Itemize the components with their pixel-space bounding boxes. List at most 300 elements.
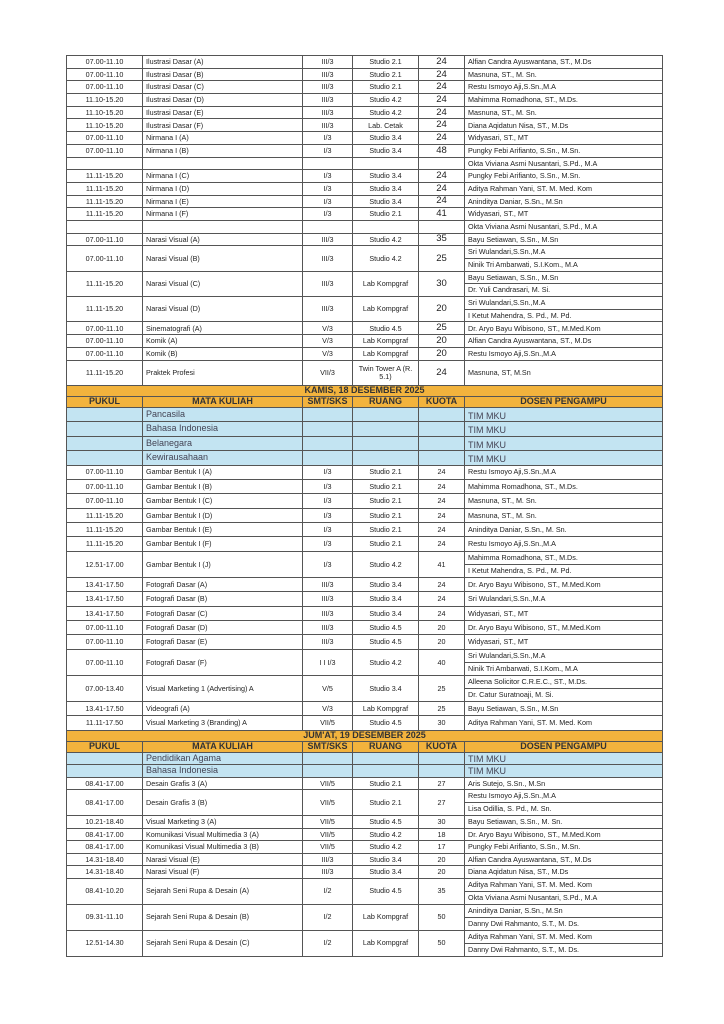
lecturer-cell: TIM MKU — [465, 451, 663, 466]
course-cell: Gambar Bentuk I (E) — [143, 523, 303, 537]
course-cell: Ilustrasi Dasar (D) — [143, 94, 303, 107]
room-cell: Studio 3.4 — [353, 195, 419, 208]
room-cell — [353, 220, 419, 233]
course-cell: Narasi Visual (F) — [143, 866, 303, 879]
room-cell: Studio 3.4 — [353, 170, 419, 183]
lecturer-cell: Okta Viviana Asmi Nusantari, S.Pd., M.A — [465, 157, 663, 170]
table-row — [67, 195, 663, 208]
room-cell: Studio 2.1 — [353, 208, 419, 221]
semester-sks-cell: III/3 — [303, 81, 353, 94]
column-header: DOSEN PENGAMPU — [465, 396, 663, 407]
lecturer-cell: Bayu Setiawan, S.Sn., M.Sn — [465, 233, 663, 246]
time-cell: 08.41-17.00 — [67, 841, 143, 854]
quota-cell: 50 — [419, 904, 465, 930]
room-cell: Studio 3.4 — [353, 606, 419, 620]
room-cell: Studio 2.1 — [353, 479, 419, 493]
table-row — [67, 119, 663, 132]
table-row — [67, 716, 663, 730]
course-cell: Narasi Visual (E) — [143, 853, 303, 866]
schedule-section-top — [67, 56, 663, 386]
lecturer-cell: Aditya Rahman Yani, ST. M. Med. Kom — [465, 878, 663, 891]
semester-sks-cell — [303, 157, 353, 170]
room-cell: Studio 4.5 — [353, 816, 419, 829]
lecturer-cell: Danny Dwi Rahmanto, S.T., M. Ds. — [465, 917, 663, 930]
semester-sks-cell: III/3 — [303, 297, 353, 322]
table-row — [67, 68, 663, 81]
time-cell: 11.10-15.20 — [67, 94, 143, 107]
table-row — [67, 537, 663, 551]
room-cell: Studio 2.1 — [353, 523, 419, 537]
quota-cell: 27 — [419, 777, 465, 790]
mku-row — [67, 752, 663, 765]
column-header: KUOTA — [419, 396, 465, 407]
course-cell: Bahasa Indonesia — [143, 765, 303, 778]
time-cell: 11.11-15.20 — [67, 195, 143, 208]
table-row — [67, 592, 663, 606]
room-cell: Studio 4.2 — [353, 828, 419, 841]
lecturer-cell: Lisa Odillia, S. Pd., M. Sn. — [465, 803, 663, 816]
mku-row — [67, 407, 663, 422]
room-cell: Studio 3.4 — [353, 592, 419, 606]
semester-sks-cell: III/3 — [303, 606, 353, 620]
column-header: RUANG — [353, 396, 419, 407]
quota-cell: 25 — [419, 246, 465, 271]
semester-sks-cell: III/3 — [303, 94, 353, 107]
room-cell: Twin Tower A (R. 5.1) — [353, 360, 419, 385]
quota-cell: 24 — [419, 592, 465, 606]
table-row — [67, 271, 663, 284]
table-row — [67, 94, 663, 107]
room-cell: Studio 3.4 — [353, 132, 419, 145]
time-cell — [67, 436, 143, 451]
quota-cell: 20 — [419, 635, 465, 649]
quota-cell: 24 — [419, 479, 465, 493]
room-cell: Studio 4.2 — [353, 841, 419, 854]
time-cell: 07.00-11.10 — [67, 494, 143, 508]
lecturer-cell: Bayu Setiawan, S.Sn., M.Sn — [465, 271, 663, 284]
quota-cell: 24 — [419, 360, 465, 385]
room-cell: Studio 3.4 — [353, 144, 419, 157]
day-header — [67, 385, 663, 396]
lecturer-cell: TIM MKU — [465, 436, 663, 451]
quota-cell: 24 — [419, 68, 465, 81]
lecturer-cell: Restu Ismoyo Aji,S.Sn.,M.A — [465, 465, 663, 479]
semester-sks-cell: I I I/3 — [303, 649, 353, 675]
quota-cell: 24 — [419, 182, 465, 195]
time-cell: 07.00-11.10 — [67, 56, 143, 69]
course-cell: Komunikasi Visual Multimedia 3 (B) — [143, 841, 303, 854]
mku-row — [67, 422, 663, 437]
course-cell: Nirmana I (E) — [143, 195, 303, 208]
lecturer-cell: Masnuna, ST., M. Sn. — [465, 68, 663, 81]
table-row — [67, 182, 663, 195]
time-cell: 11.11-15.20 — [67, 170, 143, 183]
lecturer-cell: Dr. Aryo Bayu Wibisono, ST., M.Med.Kom — [465, 828, 663, 841]
room-cell: Lab Kompgraf — [353, 335, 419, 348]
time-cell — [67, 422, 143, 437]
lecturer-cell: Dr. Aryo Bayu Wibisono, ST., M.Med.Kom — [465, 322, 663, 335]
lecturer-cell: Widyasari, ST., MT — [465, 132, 663, 145]
table-row — [67, 828, 663, 841]
quota-cell: 20 — [419, 621, 465, 635]
lecturer-cell: I Ketut Mahendra, S. Pd., M. Pd. — [465, 564, 663, 577]
day-header — [67, 730, 663, 741]
table-row — [67, 816, 663, 829]
course-cell: Ilustrasi Dasar (F) — [143, 119, 303, 132]
room-cell: Studio 4.2 — [353, 233, 419, 246]
lecturer-cell: Masnuna, ST, M.Sn — [465, 360, 663, 385]
quota-cell: 24 — [419, 132, 465, 145]
semester-sks-cell: III/3 — [303, 853, 353, 866]
course-cell: Videografi (A) — [143, 701, 303, 715]
quota-cell: 40 — [419, 649, 465, 675]
quota-cell: 30 — [419, 816, 465, 829]
course-cell: Pendidikan Agama — [143, 752, 303, 765]
lecturer-cell: Bayu Setiawan, S.Sn., M. Sn. — [465, 816, 663, 829]
course-cell: Pancasila — [143, 407, 303, 422]
semester-sks-cell: III/3 — [303, 577, 353, 591]
table-row — [67, 878, 663, 891]
table-row — [67, 701, 663, 715]
lecturer-cell: Restu Ismoyo Aji,S.Sn.,M.A — [465, 347, 663, 360]
time-cell: 13.41-17.50 — [67, 592, 143, 606]
lecturer-cell: Aninditya Daniar, S.Sn., M. Sn. — [465, 523, 663, 537]
table-row — [67, 208, 663, 221]
time-cell — [67, 220, 143, 233]
table-row — [67, 841, 663, 854]
lecturer-cell: Restu Ismoyo Aji,S.Sn.,M.A — [465, 537, 663, 551]
room-cell — [353, 407, 419, 422]
room-cell: Studio 2.1 — [353, 790, 419, 816]
lecturer-cell: Widyasari, ST., MT — [465, 208, 663, 221]
table-row — [67, 465, 663, 479]
semester-sks-cell — [303, 220, 353, 233]
table-row — [67, 904, 663, 917]
quota-cell: 24 — [419, 94, 465, 107]
table-row — [67, 777, 663, 790]
course-cell: Kewirausahaan — [143, 451, 303, 466]
schedule-table — [66, 55, 663, 957]
semester-sks-cell: V/5 — [303, 675, 353, 701]
course-cell: Fotografi Dasar (A) — [143, 577, 303, 591]
room-cell: Studio 4.5 — [353, 621, 419, 635]
course-cell: Desain Grafis 3 (B) — [143, 790, 303, 816]
time-cell: 09.31-11.10 — [67, 904, 143, 930]
room-cell: Lab Kompgraf — [353, 297, 419, 322]
quota-cell: 20 — [419, 866, 465, 879]
lecturer-cell: TIM MKU — [465, 422, 663, 437]
quota-cell: 20 — [419, 335, 465, 348]
course-cell: Gambar Bentuk I (A) — [143, 465, 303, 479]
semester-sks-cell: III/3 — [303, 621, 353, 635]
lecturer-cell: Restu Ismoyo Aji,S.Sn.,M.A — [465, 81, 663, 94]
room-cell: Studio 3.4 — [353, 675, 419, 701]
table-row — [67, 930, 663, 943]
table-row — [67, 132, 663, 145]
quota-cell: 20 — [419, 853, 465, 866]
time-cell: 14.31-18.40 — [67, 866, 143, 879]
time-cell: 07.00-13.40 — [67, 675, 143, 701]
quota-cell: 24 — [419, 494, 465, 508]
course-cell: Sejarah Seni Rupa & Desain (B) — [143, 904, 303, 930]
lecturer-cell: Dr. Aryo Bayu Wibisono, ST., M.Med.Kom — [465, 621, 663, 635]
table-row — [67, 551, 663, 564]
table-row — [67, 790, 663, 803]
time-cell: 11.11-15.20 — [67, 208, 143, 221]
room-cell: Lab Kompgraf — [353, 347, 419, 360]
semester-sks-cell: I/3 — [303, 132, 353, 145]
course-cell: Gambar Bentuk I (B) — [143, 479, 303, 493]
semester-sks-cell: I/3 — [303, 465, 353, 479]
quota-cell: 30 — [419, 271, 465, 296]
table-row — [67, 157, 663, 170]
column-header: KUOTA — [419, 741, 465, 752]
time-cell: 07.00-11.10 — [67, 347, 143, 360]
course-cell: Gambar Bentuk I (C) — [143, 494, 303, 508]
table-row — [67, 144, 663, 157]
table-row — [67, 606, 663, 620]
course-cell: Nirmana I (C) — [143, 170, 303, 183]
lecturer-cell: Pungky Febi Arifianto, S.Sn., M.Sn. — [465, 841, 663, 854]
room-cell: Studio 4.5 — [353, 635, 419, 649]
table-row — [67, 347, 663, 360]
time-cell: 07.00-11.10 — [67, 635, 143, 649]
quota-cell: 27 — [419, 790, 465, 816]
table-row — [67, 866, 663, 879]
course-cell: Gambar Bentuk I (J) — [143, 551, 303, 577]
table-row — [67, 853, 663, 866]
time-cell — [67, 752, 143, 765]
lecturer-cell: Masnuna, ST., M. Sn. — [465, 494, 663, 508]
time-cell — [67, 451, 143, 466]
course-cell: Sejarah Seni Rupa & Desain (A) — [143, 878, 303, 904]
room-cell — [353, 752, 419, 765]
course-cell: Fotografi Dasar (B) — [143, 592, 303, 606]
lecturer-cell: TIM MKU — [465, 752, 663, 765]
table-row — [67, 675, 663, 688]
table-row — [67, 360, 663, 385]
course-cell: Komik (B) — [143, 347, 303, 360]
semester-sks-cell — [303, 752, 353, 765]
quota-cell: 50 — [419, 930, 465, 956]
semester-sks-cell: III/3 — [303, 592, 353, 606]
room-cell: Studio 2.1 — [353, 537, 419, 551]
time-cell: 07.00-11.10 — [67, 335, 143, 348]
semester-sks-cell — [303, 765, 353, 778]
course-cell: Komik (A) — [143, 335, 303, 348]
quota-cell — [419, 157, 465, 170]
lecturer-cell: Diana Aqidatun Nisa, ST., M.Ds — [465, 119, 663, 132]
table-row — [67, 56, 663, 69]
lecturer-cell: Widyasari, ST., MT — [465, 635, 663, 649]
lecturer-cell: Aditya Rahman Yani, ST. M. Med. Kom — [465, 182, 663, 195]
course-cell: Sejarah Seni Rupa & Desain (C) — [143, 930, 303, 956]
course-cell: Fotografi Dasar (D) — [143, 621, 303, 635]
semester-sks-cell: VII/5 — [303, 716, 353, 730]
table-row — [67, 635, 663, 649]
room-cell: Studio 2.1 — [353, 68, 419, 81]
room-cell: Lab Kompgraf — [353, 271, 419, 296]
lecturer-cell: Pungky Febi Arifianto, S.Sn., M.Sn. — [465, 144, 663, 157]
quota-cell: 35 — [419, 233, 465, 246]
time-cell: 12.51-14.30 — [67, 930, 143, 956]
lecturer-cell: Pungky Febi Arifianto, S.Sn., M.Sn. — [465, 170, 663, 183]
lecturer-cell: Aditya Rahman Yani, ST. M. Med. Kom — [465, 716, 663, 730]
table-row — [67, 246, 663, 259]
time-cell: 12.51-17.00 — [67, 551, 143, 577]
lecturer-cell: Restu Ismoyo Aji,S.Sn.,M.A — [465, 790, 663, 803]
course-cell: Visual Marketing 3 (A) — [143, 816, 303, 829]
quota-cell — [419, 220, 465, 233]
room-cell: Studio 3.4 — [353, 866, 419, 879]
semester-sks-cell: I/3 — [303, 479, 353, 493]
quota-cell: 48 — [419, 144, 465, 157]
quota-cell: 24 — [419, 195, 465, 208]
course-cell: Belanegara — [143, 436, 303, 451]
semester-sks-cell: V/3 — [303, 347, 353, 360]
room-cell — [353, 765, 419, 778]
semester-sks-cell — [303, 407, 353, 422]
schedule-sheet — [66, 55, 662, 957]
lecturer-cell: Aris Sutejo, S.Sn., M.Sn — [465, 777, 663, 790]
semester-sks-cell: III/3 — [303, 119, 353, 132]
semester-sks-cell: III/3 — [303, 246, 353, 271]
time-cell: 11.11-15.20 — [67, 297, 143, 322]
time-cell: 13.41-17.50 — [67, 701, 143, 715]
room-cell: Lab Kompgraf — [353, 904, 419, 930]
course-cell: Visual Marketing 1 (Advertising) A — [143, 675, 303, 701]
table-row — [67, 106, 663, 119]
semester-sks-cell: I/3 — [303, 494, 353, 508]
column-header: DOSEN PENGAMPU — [465, 741, 663, 752]
table-row — [67, 523, 663, 537]
time-cell: 08.41-10.20 — [67, 878, 143, 904]
course-cell: Nirmana I (D) — [143, 182, 303, 195]
quota-cell — [419, 436, 465, 451]
semester-sks-cell: VII/5 — [303, 816, 353, 829]
lecturer-cell: Dr. Yuli Candrasari, M. Si. — [465, 284, 663, 297]
course-cell — [143, 157, 303, 170]
course-cell: Sinematografi (A) — [143, 322, 303, 335]
mku-row — [67, 436, 663, 451]
course-cell: Praktek Profesi — [143, 360, 303, 385]
semester-sks-cell: I/2 — [303, 930, 353, 956]
time-cell: 14.31-18.40 — [67, 853, 143, 866]
lecturer-cell: TIM MKU — [465, 407, 663, 422]
semester-sks-cell: I/3 — [303, 508, 353, 522]
semester-sks-cell — [303, 436, 353, 451]
course-cell: Narasi Visual (D) — [143, 297, 303, 322]
quota-cell: 17 — [419, 841, 465, 854]
lecturer-cell: Okta Viviana Asmi Nusantari, S.Pd., M.A — [465, 891, 663, 904]
time-cell: 07.00-11.10 — [67, 233, 143, 246]
room-cell: Studio 2.1 — [353, 465, 419, 479]
time-cell — [67, 765, 143, 778]
lecturer-cell: Masnuna, ST., M. Sn. — [465, 106, 663, 119]
semester-sks-cell: I/3 — [303, 208, 353, 221]
quota-cell: 24 — [419, 170, 465, 183]
room-cell: Studio 2.1 — [353, 508, 419, 522]
semester-sks-cell: VII/3 — [303, 360, 353, 385]
room-cell — [353, 422, 419, 437]
time-cell: 11.10-15.20 — [67, 106, 143, 119]
time-cell: 11.11-15.20 — [67, 508, 143, 522]
day-title: KAMIS, 18 DESEMBER 2025 — [67, 385, 663, 396]
room-cell: Studio 2.1 — [353, 81, 419, 94]
lecturer-cell: Okta Viviana Asmi Nusantari, S.Pd., M.A — [465, 220, 663, 233]
quota-cell — [419, 422, 465, 437]
quota-cell: 25 — [419, 675, 465, 701]
semester-sks-cell: I/3 — [303, 182, 353, 195]
table-row — [67, 494, 663, 508]
quota-cell: 24 — [419, 537, 465, 551]
quota-cell: 30 — [419, 716, 465, 730]
course-cell: Fotografi Dasar (F) — [143, 649, 303, 675]
mku-row — [67, 451, 663, 466]
time-cell: 11.11-15.20 — [67, 182, 143, 195]
semester-sks-cell: I/2 — [303, 878, 353, 904]
course-cell: Narasi Visual (A) — [143, 233, 303, 246]
semester-sks-cell: I/3 — [303, 144, 353, 157]
semester-sks-cell: V/3 — [303, 322, 353, 335]
quota-cell — [419, 752, 465, 765]
column-header-row — [67, 396, 663, 407]
quota-cell: 20 — [419, 347, 465, 360]
time-cell: 07.00-11.10 — [67, 465, 143, 479]
lecturer-cell: Ninik Tri Ambarwati, S.I.Kom., M.A — [465, 259, 663, 272]
lecturer-cell: Dr. Aryo Bayu Wibisono, ST., M.Med.Kom — [465, 577, 663, 591]
quota-cell — [419, 451, 465, 466]
room-cell: Studio 4.5 — [353, 878, 419, 904]
course-cell: Bahasa Indonesia — [143, 422, 303, 437]
semester-sks-cell: VII/5 — [303, 790, 353, 816]
quota-cell: 18 — [419, 828, 465, 841]
quota-cell: 24 — [419, 106, 465, 119]
semester-sks-cell: VII/5 — [303, 777, 353, 790]
course-cell: Gambar Bentuk I (D) — [143, 508, 303, 522]
column-header: PUKUL — [67, 396, 143, 407]
table-row — [67, 508, 663, 522]
time-cell: 07.00-11.10 — [67, 246, 143, 271]
semester-sks-cell: III/3 — [303, 56, 353, 69]
lecturer-cell: Mahimma Romadhona, ST., M.Ds. — [465, 551, 663, 564]
lecturer-cell: Alfian Candra Ayuswantana, ST., M.Ds — [465, 56, 663, 69]
lecturer-cell: Sri Wulandari,S.Sn.,M.A — [465, 246, 663, 259]
room-cell: Studio 3.4 — [353, 853, 419, 866]
room-cell: Lab. Cetak — [353, 119, 419, 132]
course-cell: Fotografi Dasar (C) — [143, 606, 303, 620]
lecturer-cell: Aninditya Daniar, S.Sn., M.Sn — [465, 904, 663, 917]
semester-sks-cell: III/3 — [303, 271, 353, 296]
semester-sks-cell: III/3 — [303, 635, 353, 649]
course-cell: Narasi Visual (C) — [143, 271, 303, 296]
quota-cell: 24 — [419, 508, 465, 522]
course-cell: Gambar Bentuk I (F) — [143, 537, 303, 551]
column-header: RUANG — [353, 741, 419, 752]
column-header: PUKUL — [67, 741, 143, 752]
semester-sks-cell: III/3 — [303, 233, 353, 246]
semester-sks-cell: I/3 — [303, 170, 353, 183]
table-row — [67, 649, 663, 662]
quota-cell: 24 — [419, 465, 465, 479]
table-row — [67, 170, 663, 183]
room-cell: Studio 4.2 — [353, 246, 419, 271]
time-cell: 07.00-11.10 — [67, 621, 143, 635]
column-header-row — [67, 741, 663, 752]
semester-sks-cell: VII/5 — [303, 828, 353, 841]
mku-row — [67, 765, 663, 778]
quota-cell: 20 — [419, 297, 465, 322]
